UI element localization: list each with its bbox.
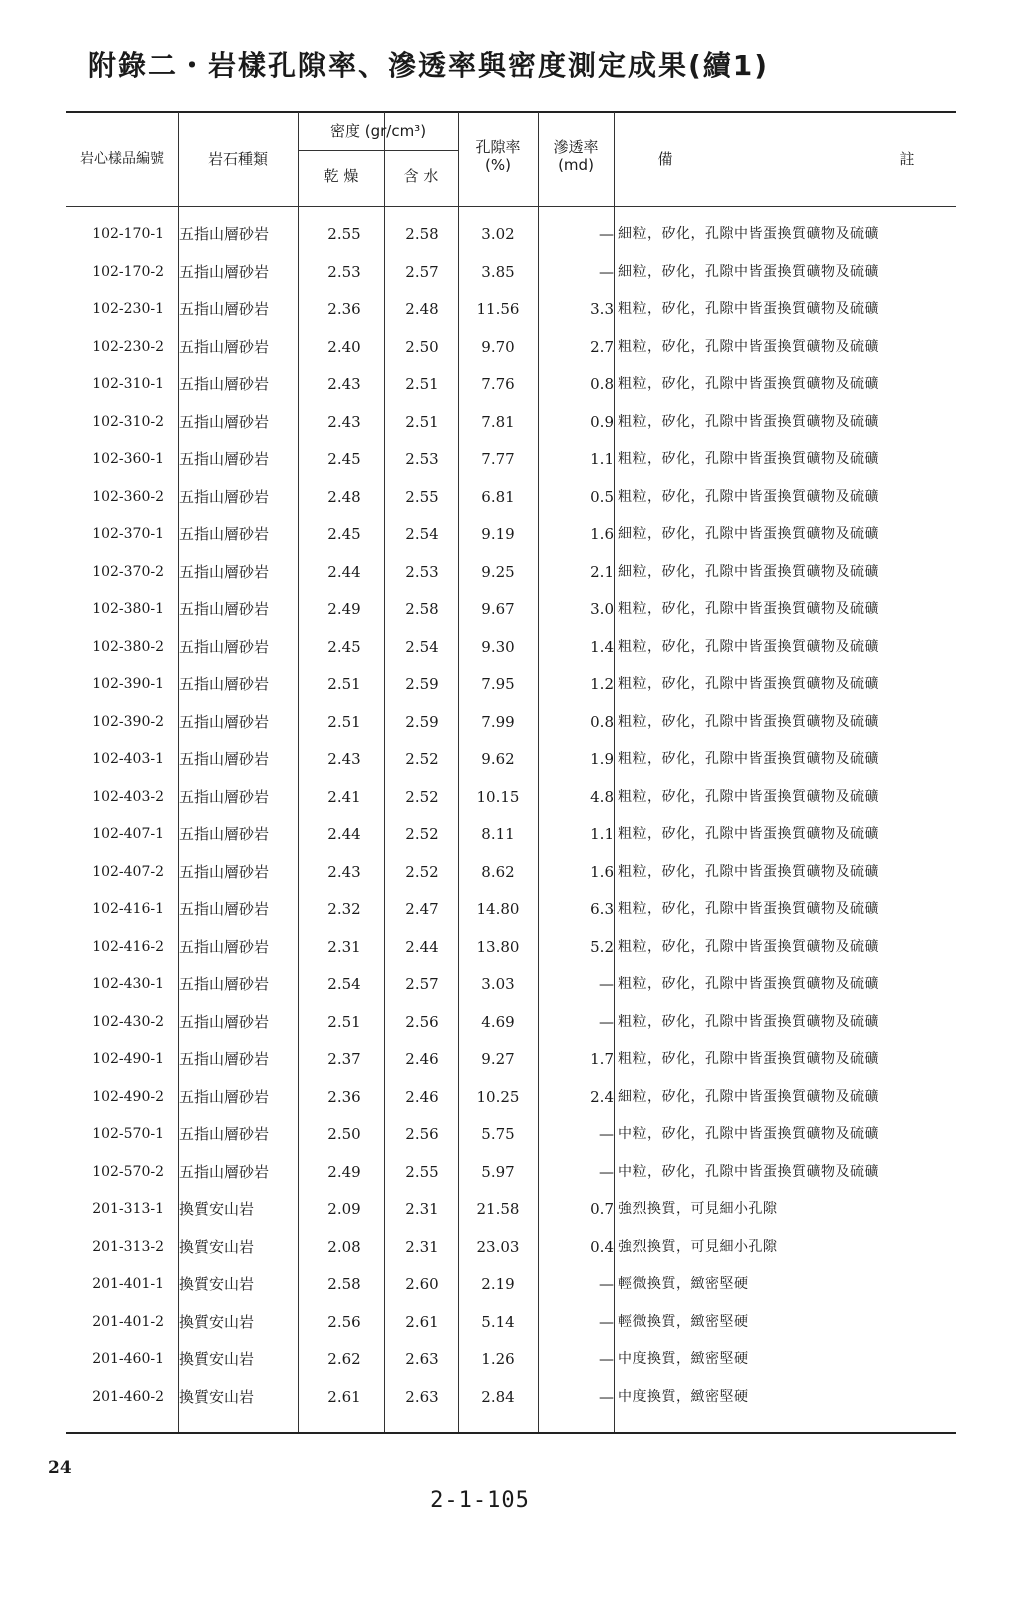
remarks-cell: 粗粒，矽化，孔隙中皆蛋換質礦物及硫礦 xyxy=(618,488,879,505)
density-wet-cell: 2.54 xyxy=(405,637,439,656)
table-row xyxy=(66,929,956,967)
density-dry-cell: 2.49 xyxy=(327,1162,361,1181)
table-row xyxy=(66,254,956,292)
sample-id-cell: 102-390-2 xyxy=(92,713,164,730)
remarks-cell: 中度換質，緻密堅硬 xyxy=(618,1351,749,1367)
header-sample-id: 岩心樣品編號 xyxy=(80,151,164,167)
rock-type-cell: 換質安山岩 xyxy=(179,1387,255,1406)
density-subheader-rule xyxy=(298,150,458,151)
remarks-cell: 細粒，矽化，孔隙中皆蛋換質礦物及硫礦 xyxy=(618,526,879,542)
table-row xyxy=(66,891,956,929)
density-dry-cell: 2.54 xyxy=(327,975,361,993)
porosity-cell: 7.76 xyxy=(481,375,515,393)
table-top-rule xyxy=(66,111,956,113)
page-number: 24 xyxy=(48,1458,72,1478)
table-row xyxy=(66,1154,956,1192)
table-row xyxy=(66,291,956,329)
porosity-cell: 3.85 xyxy=(481,262,515,281)
porosity-cell: 2.84 xyxy=(481,1387,515,1406)
density-dry-cell: 2.51 xyxy=(327,1012,361,1031)
rock-type-cell: 五指山層砂岩 xyxy=(179,937,270,956)
rock-type-cell: 五指山層砂岩 xyxy=(179,1012,270,1031)
density-dry-cell: 2.56 xyxy=(327,1312,361,1331)
density-wet-cell: 2.57 xyxy=(405,975,439,993)
density-dry-cell: 2.61 xyxy=(327,1387,361,1406)
density-dry-cell: 2.43 xyxy=(327,750,361,768)
sample-id-cell: 102-370-1 xyxy=(92,526,164,542)
density-dry-cell: 2.48 xyxy=(327,487,361,506)
density-wet-cell: 2.58 xyxy=(405,600,439,618)
density-wet-cell: 2.57 xyxy=(405,262,439,281)
permeability-cell: — xyxy=(599,975,614,993)
data-table-body xyxy=(66,216,956,1416)
permeability-cell: 1.1 xyxy=(590,450,614,468)
table-row xyxy=(66,779,956,817)
porosity-cell: 23.03 xyxy=(476,1237,520,1256)
sample-id-cell: 102-570-1 xyxy=(92,1126,164,1142)
remarks-cell: 細粒，矽化，孔隙中皆蛋換質礦物及硫礦 xyxy=(618,563,879,580)
table-row xyxy=(66,516,956,554)
table-row xyxy=(66,854,956,892)
sample-id-cell: 102-230-1 xyxy=(92,301,164,317)
permeability-cell: 1.4 xyxy=(590,637,614,656)
density-dry-cell: 2.53 xyxy=(327,262,361,281)
remarks-cell: 粗粒，矽化，孔隙中皆蛋換質礦物及硫礦 xyxy=(618,788,879,805)
table-row xyxy=(66,1341,956,1379)
density-wet-cell: 2.52 xyxy=(405,750,439,768)
rock-type-cell: 五指山層砂岩 xyxy=(179,450,270,468)
header-bottom-rule xyxy=(66,206,956,207)
remarks-cell: 強烈換質，可見細小孔隙 xyxy=(618,1238,778,1255)
permeability-cell: 0.8 xyxy=(590,712,614,731)
density-dry-cell: 2.62 xyxy=(327,1350,361,1368)
porosity-cell: 21.58 xyxy=(476,1200,520,1218)
rock-type-cell: 五指山層砂岩 xyxy=(179,637,270,656)
sample-id-cell: 102-310-1 xyxy=(92,376,164,392)
density-wet-cell: 2.53 xyxy=(405,562,439,581)
porosity-cell: 5.75 xyxy=(481,1125,515,1143)
table-row xyxy=(66,1304,956,1342)
sample-id-cell: 102-230-2 xyxy=(92,338,164,355)
rock-type-cell: 換質安山岩 xyxy=(179,1275,255,1293)
density-wet-cell: 2.46 xyxy=(405,1050,439,1068)
rock-type-cell: 五指山層砂岩 xyxy=(179,600,270,618)
porosity-cell: 8.62 xyxy=(481,862,515,881)
porosity-cell: 6.81 xyxy=(481,487,515,506)
table-row xyxy=(66,1116,956,1154)
sample-id-cell: 102-390-1 xyxy=(92,676,164,692)
table-row xyxy=(66,441,956,479)
rock-type-cell: 換質安山岩 xyxy=(179,1312,255,1331)
table-row xyxy=(66,216,956,254)
sample-id-cell: 102-380-1 xyxy=(92,601,164,617)
table-row xyxy=(66,1229,956,1267)
header-density-dry: 乾 燥 xyxy=(323,167,359,185)
sample-id-cell: 102-430-1 xyxy=(92,976,164,992)
density-dry-cell: 2.41 xyxy=(327,787,361,806)
density-dry-cell: 2.32 xyxy=(327,900,361,918)
permeability-cell: 0.9 xyxy=(590,412,614,431)
porosity-cell: 1.26 xyxy=(481,1350,515,1368)
rock-type-cell: 五指山層砂岩 xyxy=(179,525,270,543)
density-wet-cell: 2.52 xyxy=(405,825,439,843)
rock-type-cell: 五指山層砂岩 xyxy=(179,1087,270,1106)
table-row xyxy=(66,1191,956,1229)
density-wet-cell: 2.51 xyxy=(405,375,439,393)
density-wet-cell: 2.50 xyxy=(405,337,439,356)
density-wet-cell: 2.54 xyxy=(405,525,439,543)
density-dry-cell: 2.58 xyxy=(327,1275,361,1293)
permeability-cell: 1.9 xyxy=(590,750,614,768)
rock-type-cell: 五指山層砂岩 xyxy=(179,1050,270,1068)
porosity-cell: 5.14 xyxy=(481,1312,515,1331)
rock-type-cell: 換質安山岩 xyxy=(179,1200,255,1218)
remarks-cell: 粗粒，矽化，孔隙中皆蛋換質礦物及硫礦 xyxy=(618,1051,879,1067)
table-row xyxy=(66,479,956,517)
header-density-wet: 含 水 xyxy=(403,167,439,185)
permeability-cell: 3.3 xyxy=(590,300,614,318)
permeability-cell: — xyxy=(599,1312,614,1331)
table-row xyxy=(66,704,956,742)
sample-id-cell: 102-360-2 xyxy=(92,488,164,505)
sample-id-cell: 201-401-2 xyxy=(92,1313,164,1330)
permeability-cell: 1.7 xyxy=(590,1050,614,1068)
permeability-cell: — xyxy=(599,1387,614,1406)
permeability-cell: 0.5 xyxy=(590,487,614,506)
density-wet-cell: 2.63 xyxy=(405,1387,439,1406)
sample-id-cell: 102-403-2 xyxy=(92,788,164,805)
table-row xyxy=(66,329,956,367)
porosity-cell: 10.25 xyxy=(476,1087,520,1106)
table-row xyxy=(66,1266,956,1304)
porosity-cell: 11.56 xyxy=(476,300,520,318)
porosity-cell: 13.80 xyxy=(476,937,520,956)
density-wet-cell: 2.52 xyxy=(405,862,439,881)
table-row xyxy=(66,966,956,1004)
table-row xyxy=(66,666,956,704)
density-wet-cell: 2.58 xyxy=(405,225,439,243)
sample-id-cell: 102-310-2 xyxy=(92,413,164,430)
density-dry-cell: 2.37 xyxy=(327,1050,361,1068)
density-dry-cell: 2.45 xyxy=(327,525,361,543)
density-dry-cell: 2.40 xyxy=(327,337,361,356)
rock-type-cell: 換質安山岩 xyxy=(179,1350,255,1368)
density-dry-cell: 2.55 xyxy=(327,225,361,243)
porosity-cell: 9.30 xyxy=(481,637,515,656)
porosity-cell: 9.25 xyxy=(481,562,515,581)
table-row xyxy=(66,741,956,779)
density-wet-cell: 2.55 xyxy=(405,487,439,506)
sample-id-cell: 102-430-2 xyxy=(92,1013,164,1030)
density-wet-cell: 2.44 xyxy=(405,937,439,956)
sample-id-cell: 102-370-2 xyxy=(92,563,164,580)
table-row xyxy=(66,1041,956,1079)
density-wet-cell: 2.56 xyxy=(405,1012,439,1031)
permeability-cell: 0.8 xyxy=(590,375,614,393)
porosity-cell: 7.95 xyxy=(481,675,515,693)
permeability-cell: — xyxy=(599,1350,614,1368)
density-dry-cell: 2.43 xyxy=(327,375,361,393)
density-wet-cell: 2.51 xyxy=(405,412,439,431)
remarks-cell: 細粒，矽化，孔隙中皆蛋換質礦物及硫礦 xyxy=(618,226,879,242)
sample-id-cell: 102-170-2 xyxy=(92,263,164,280)
porosity-cell: 9.62 xyxy=(481,750,515,768)
sample-id-cell: 102-403-1 xyxy=(92,751,164,767)
porosity-cell: 10.15 xyxy=(476,787,520,806)
porosity-cell: 7.77 xyxy=(481,450,515,468)
permeability-cell: 1.2 xyxy=(590,675,614,693)
rock-type-cell: 五指山層砂岩 xyxy=(179,337,270,356)
porosity-cell: 8.11 xyxy=(481,825,515,843)
rock-type-cell: 五指山層砂岩 xyxy=(179,975,270,993)
remarks-cell: 粗粒，矽化，孔隙中皆蛋換質礦物及硫礦 xyxy=(618,376,879,392)
remarks-cell: 粗粒，矽化，孔隙中皆蛋換質礦物及硫礦 xyxy=(618,676,879,692)
permeability-cell: 1.1 xyxy=(590,825,614,843)
density-wet-cell: 2.60 xyxy=(405,1275,439,1293)
sample-id-cell: 201-401-1 xyxy=(92,1276,164,1292)
density-dry-cell: 2.51 xyxy=(327,712,361,731)
density-dry-cell: 2.51 xyxy=(327,675,361,693)
density-dry-cell: 2.43 xyxy=(327,862,361,881)
header-porosity-unit: (%) xyxy=(485,156,511,174)
porosity-cell: 7.99 xyxy=(481,712,515,731)
density-dry-cell: 2.36 xyxy=(327,1087,361,1106)
permeability-cell: 2.1 xyxy=(590,562,614,581)
table-row xyxy=(66,1379,956,1417)
remarks-cell: 粗粒，矽化，孔隙中皆蛋換質礦物及硫礦 xyxy=(618,826,879,842)
remarks-cell: 中粒，矽化，孔隙中皆蛋換質礦物及硫礦 xyxy=(618,1163,879,1180)
table-row xyxy=(66,629,956,667)
rock-type-cell: 換質安山岩 xyxy=(179,1237,255,1256)
rock-type-cell: 五指山層砂岩 xyxy=(179,825,270,843)
header-rock-type: 岩石種類 xyxy=(207,150,268,168)
rock-type-cell: 五指山層砂岩 xyxy=(179,375,270,393)
sample-id-cell: 102-380-2 xyxy=(92,638,164,655)
density-wet-cell: 2.31 xyxy=(405,1200,439,1218)
density-dry-cell: 2.43 xyxy=(327,412,361,431)
remarks-cell: 粗粒，矽化，孔隙中皆蛋換質礦物及硫礦 xyxy=(618,976,879,992)
density-wet-cell: 2.31 xyxy=(405,1237,439,1256)
table-row xyxy=(66,591,956,629)
sample-id-cell: 102-490-1 xyxy=(92,1051,164,1067)
rock-type-cell: 五指山層砂岩 xyxy=(179,300,270,318)
permeability-cell: 2.4 xyxy=(590,1087,614,1106)
sample-id-cell: 201-313-2 xyxy=(92,1238,164,1255)
porosity-cell: 14.80 xyxy=(476,900,520,918)
porosity-cell: 3.02 xyxy=(481,225,515,243)
sample-id-cell: 102-490-2 xyxy=(92,1088,164,1105)
rock-type-cell: 五指山層砂岩 xyxy=(179,1125,270,1143)
sample-id-cell: 102-407-1 xyxy=(92,826,164,842)
rock-type-cell: 五指山層砂岩 xyxy=(179,862,270,881)
density-wet-cell: 2.46 xyxy=(405,1087,439,1106)
permeability-cell: 4.8 xyxy=(590,787,614,806)
permeability-cell: 6.3 xyxy=(590,900,614,918)
permeability-cell: 1.6 xyxy=(590,525,614,543)
density-wet-cell: 2.59 xyxy=(405,675,439,693)
density-wet-cell: 2.47 xyxy=(405,900,439,918)
sample-id-cell: 201-460-2 xyxy=(92,1388,164,1405)
density-wet-cell: 2.56 xyxy=(405,1125,439,1143)
density-dry-cell: 2.45 xyxy=(327,637,361,656)
density-dry-cell: 2.08 xyxy=(327,1237,361,1256)
rock-type-cell: 五指山層砂岩 xyxy=(179,412,270,431)
remarks-cell: 粗粒，矽化，孔隙中皆蛋換質礦物及硫礦 xyxy=(618,713,879,730)
sample-id-cell: 102-170-1 xyxy=(92,226,164,242)
header-density: 密度 (gr/cm³) xyxy=(329,122,427,140)
sample-id-cell: 102-407-2 xyxy=(92,863,164,880)
density-dry-cell: 2.44 xyxy=(327,825,361,843)
header-remarks-left: 備 xyxy=(657,150,673,168)
table-row xyxy=(66,404,956,442)
density-dry-cell: 2.49 xyxy=(327,600,361,618)
density-wet-cell: 2.52 xyxy=(405,787,439,806)
permeability-cell: — xyxy=(599,1275,614,1293)
porosity-cell: 3.03 xyxy=(481,975,515,993)
permeability-cell: — xyxy=(599,225,614,243)
density-wet-cell: 2.53 xyxy=(405,450,439,468)
density-dry-cell: 2.09 xyxy=(327,1200,361,1218)
remarks-cell: 粗粒，矽化，孔隙中皆蛋換質礦物及硫礦 xyxy=(618,901,879,917)
sample-id-cell: 201-460-1 xyxy=(92,1351,164,1367)
rock-type-cell: 五指山層砂岩 xyxy=(179,675,270,693)
page-title: 附錄二・岩樣孔隙率、滲透率與密度測定成果(續1) xyxy=(88,49,770,82)
remarks-cell: 粗粒，矽化，孔隙中皆蛋換質礦物及硫礦 xyxy=(618,338,879,355)
permeability-cell: 3.0 xyxy=(590,600,614,618)
remarks-cell: 輕微換質，緻密堅硬 xyxy=(618,1313,749,1330)
density-wet-cell: 2.59 xyxy=(405,712,439,731)
remarks-cell: 輕微換質，緻密堅硬 xyxy=(618,1276,749,1292)
rock-type-cell: 五指山層砂岩 xyxy=(179,487,270,506)
table-row xyxy=(66,554,956,592)
table-row xyxy=(66,366,956,404)
table-bottom-rule xyxy=(66,1432,956,1434)
density-wet-cell: 2.55 xyxy=(405,1162,439,1181)
sample-id-cell: 102-360-1 xyxy=(92,451,164,467)
permeability-cell: — xyxy=(599,1125,614,1143)
porosity-cell: 9.67 xyxy=(481,600,515,618)
table-row xyxy=(66,816,956,854)
rock-type-cell: 五指山層砂岩 xyxy=(179,562,270,581)
rock-type-cell: 五指山層砂岩 xyxy=(179,262,270,281)
density-wet-cell: 2.48 xyxy=(405,300,439,318)
remarks-cell: 粗粒，矽化，孔隙中皆蛋換質礦物及硫礦 xyxy=(618,601,879,617)
remarks-cell: 細粒，矽化，孔隙中皆蛋換質礦物及硫礦 xyxy=(618,1088,879,1105)
header-remarks-right: 註 xyxy=(899,150,915,168)
permeability-cell: — xyxy=(599,1012,614,1031)
rock-type-cell: 五指山層砂岩 xyxy=(179,1162,270,1181)
remarks-cell: 中粒，矽化，孔隙中皆蛋換質礦物及硫礦 xyxy=(618,1126,879,1142)
remarks-cell: 粗粒，矽化，孔隙中皆蛋換質礦物及硫礦 xyxy=(618,413,879,430)
permeability-cell: 0.7 xyxy=(590,1200,614,1218)
permeability-cell: — xyxy=(599,262,614,281)
sample-id-cell: 102-416-2 xyxy=(92,938,164,955)
rock-type-cell: 五指山層砂岩 xyxy=(179,787,270,806)
remarks-cell: 粗粒，矽化，孔隙中皆蛋換質礦物及硫礦 xyxy=(618,1013,879,1030)
rock-type-cell: 五指山層砂岩 xyxy=(179,900,270,918)
rock-type-cell: 五指山層砂岩 xyxy=(179,225,270,243)
permeability-cell: 1.6 xyxy=(590,862,614,881)
porosity-cell: 4.69 xyxy=(481,1012,515,1031)
table-row xyxy=(66,1004,956,1042)
density-dry-cell: 2.36 xyxy=(327,300,361,318)
remarks-cell: 粗粒，矽化，孔隙中皆蛋換質礦物及硫礦 xyxy=(618,863,879,880)
header-permeability-unit: (md) xyxy=(558,156,594,174)
sample-id-cell: 201-313-1 xyxy=(92,1201,164,1217)
permeability-cell: 0.4 xyxy=(590,1237,614,1256)
porosity-cell: 7.81 xyxy=(481,412,515,431)
density-dry-cell: 2.50 xyxy=(327,1125,361,1143)
permeability-cell: — xyxy=(599,1162,614,1181)
porosity-cell: 2.19 xyxy=(481,1275,515,1293)
remarks-cell: 粗粒，矽化，孔隙中皆蛋換質礦物及硫礦 xyxy=(618,638,879,655)
porosity-cell: 9.19 xyxy=(481,525,515,543)
porosity-cell: 9.70 xyxy=(481,337,515,356)
porosity-cell: 5.97 xyxy=(481,1162,515,1181)
sample-id-cell: 102-570-2 xyxy=(92,1163,164,1180)
remarks-cell: 粗粒，矽化，孔隙中皆蛋換質礦物及硫礦 xyxy=(618,451,879,467)
remarks-cell: 粗粒，矽化，孔隙中皆蛋換質礦物及硫礦 xyxy=(618,938,879,955)
permeability-cell: 2.7 xyxy=(590,337,614,356)
density-dry-cell: 2.44 xyxy=(327,562,361,581)
rock-type-cell: 五指山層砂岩 xyxy=(179,712,270,731)
page-code: 2-1-105 xyxy=(430,1488,530,1513)
density-wet-cell: 2.61 xyxy=(405,1312,439,1331)
porosity-cell: 9.27 xyxy=(481,1050,515,1068)
table-row xyxy=(66,1079,956,1117)
permeability-cell: 5.2 xyxy=(590,937,614,956)
remarks-cell: 粗粒，矽化，孔隙中皆蛋換質礦物及硫礦 xyxy=(618,301,879,317)
density-dry-cell: 2.31 xyxy=(327,937,361,956)
density-dry-cell: 2.45 xyxy=(327,450,361,468)
remarks-cell: 強烈換質，可見細小孔隙 xyxy=(618,1201,778,1217)
header-permeability: 滲透率 xyxy=(553,138,599,156)
remarks-cell: 中度換質，緻密堅硬 xyxy=(618,1388,749,1405)
remarks-cell: 粗粒，矽化，孔隙中皆蛋換質礦物及硫礦 xyxy=(618,751,879,767)
remarks-cell: 細粒，矽化，孔隙中皆蛋換質礦物及硫礦 xyxy=(618,263,879,280)
density-wet-cell: 2.63 xyxy=(405,1350,439,1368)
rock-type-cell: 五指山層砂岩 xyxy=(179,750,270,768)
sample-id-cell: 102-416-1 xyxy=(92,901,164,917)
header-porosity: 孔隙率 xyxy=(475,138,521,156)
